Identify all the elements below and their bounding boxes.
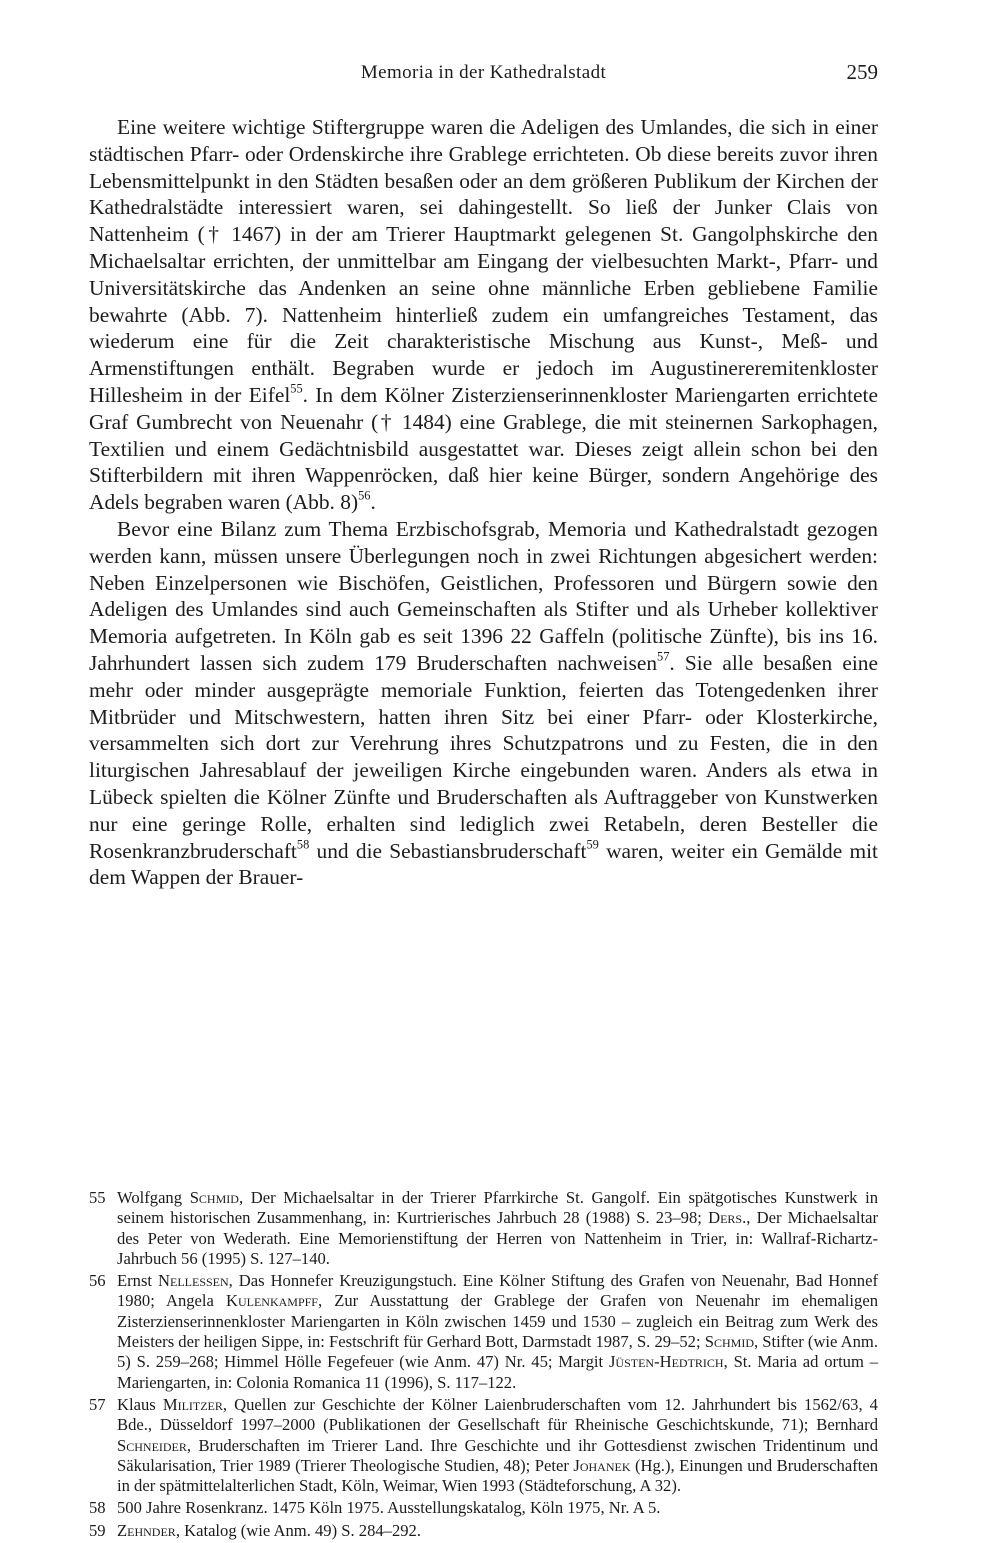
footnote-number: 59 [89,1520,106,1540]
text-run: . Sie alle besaßen eine mehr oder minder ausgeprägte memoriale Funktion, feierten das Totengedenken ihrer Mitbrüder und Mitschwestern, hatten ihren Sitz bei einer Pfarr- oder Klosterkirche, versammelten sich dort zur Verehrung ihres Schutzpatrons und zu Festen, die in den liturgischen Jahresablauf der jeweiligen Kirche eingebunden waren. Anders als etwa in Lübeck spielten die Kölner Zünfte und Bruderschaften als Auftraggeber von Kunstwerken nur eine geringe Rolle, erhalten sind lediglich zwei Retabeln, deren Besteller die Rosenkranzbruderschaft [89,650,879,863]
body-text [89,114,878,891]
footnote-ref[interactable]: 59 [586,837,599,852]
footnotes [89,1188,878,1543]
text-run: (Hg.), Einungen und Bruderschaften in der spätmittelalterlichen Stadt, Köln, Weimar, Wien 1993 (Städteforschung, A 32). [117,1455,878,1496]
running-header [89,62,878,92]
text-run: , Stifter (wie Anm. 5) S. 259–268; Himmel Hölle Fegefeuer (wie Anm. 47) Nr. 45; Margit [117,1332,878,1372]
running-title: Memoria in der Kathedralstadt [360,62,607,83]
text-run: , Katalog (wie Anm. 49) S. 284–292. [175,1520,422,1540]
text-run: und die Sebastiansbruderschaft [309,838,587,863]
text-run: , Quellen zur Geschichte der Kölner Laienbruderschaften vom 12. Jahrhundert bis 1562/63, 4 Bde., Düsseldorf 1997–2000 (Publikationen der Gesellschaft für Rheinische Geschichtskunde, 71); Bernhard [117,1394,878,1435]
footnote-ref[interactable]: 55 [290,381,303,396]
paragraph [89,114,878,516]
footnote-ref[interactable]: 58 [296,837,310,852]
footnote-number: 58 [89,1498,106,1518]
text-run: Bevor eine Bilanz zum Thema Erzbischofsgrab, Memoria und Kathedralstadt gezogen werden kann, müssen unsere Überlegungen noch in zwei Richtungen abgesichert werden: Neben Einzelpersonen wie Bischöfen, Geistlichen, Professoren und Bürgern sowie den Adeligen des Umlandes sind auch Gemeinschaften als Stifter und als Urheber kollektiver Memoria aufgetreten. In Köln gab es seit 1396 22 Gaffeln (politische Zünfte), bis ins 16. Jahrhundert lassen sich zudem 179 Bruderschaften nachweisen [89,516,878,675]
text-run: , St. Maria ad ortum – Mariengarten, in: Colonia Romanica 11 (1996), S. 117–122. [117,1352,878,1392]
footnote [89,1188,878,1269]
paragraph [89,516,878,891]
text-run: waren, weiter ein Gemälde mit dem Wappen der Brauer- [89,838,878,890]
footnote-ref[interactable]: 57 [657,649,670,664]
text-run: , Zur Ausstattung der Grablege der Grafen von Neuenahr im ehemaligen Zisterzienserinnenkloster Mariengarten in Köln zwischen 1459 und 1530 – zugleich ein Beitrag zum Werk des Meisters der heiligen Sippe, in: Festschrift für Gerhard Bott, Darmstadt 1987, S. 29–52; [117,1291,878,1352]
footnote [89,1521,878,1541]
text-run: Ernst [117,1271,159,1291]
page-number: 259 [846,60,878,84]
author-name: Schneider [117,1435,187,1455]
footnote-number: 57 [89,1394,106,1414]
footnote [89,1395,878,1496]
text-run: Wolfgang [117,1188,190,1207]
text-run: 500 Jahre Rosenkranz. 1475 Köln 1975. Ausstellungskatalog, Köln 1975, Nr. A 5. [117,1498,661,1518]
author-name: Militzer [162,1394,223,1414]
text-run: , Der Michaelsaltar in der Trierer Pfarrkirche St. Gangolf. Ein spätgotisches Kunstwerk in seinem historischen Zusammenhang, in: Kurtrierisches Jahrbuch 28 (1988) S. 23–98; [117,1188,878,1228]
author-name: Ders [708,1208,743,1228]
footnote [89,1271,878,1393]
text-run: , Bruderschaften im Trierer Land. Ihre Geschichte und ihr Gottesdienst zwischen Tridentinum und Säkularisation, Trier 1989 (Trierer Theologische Studien, 48); Peter [117,1435,878,1475]
author-name: Schmid [704,1332,754,1352]
footnote-number: 56 [89,1271,106,1291]
footnote-ref[interactable]: 56 [358,488,371,503]
author-name: Jüsten-Hedtrich [608,1352,724,1372]
text-run: . [370,490,376,515]
author-name: Kulenkampff [225,1291,318,1311]
text-run: , Das Honnefer Kreuzigungstuch. Eine Kölner Stiftung des Grafen von Neuenahr, Bad Honnef 1980; Angela [117,1271,878,1311]
text-run: . In dem Kölner Zisterzienserinnenkloster Mariengarten errichtete Graf Gumbrecht von Neuenahr († 1484) eine Grablege, die mit steinernen Sarkophagen, Textilien und einem Gedächtnisbild ausgestattet war. Dieses zeigt allein schon bei den Stifterbildern mit ihren Wappenröcken, daß hier keine Bürger, sondern Angehörige des Adels begraben waren (Abb. 8) [89,382,878,515]
footnote [89,1498,878,1518]
text-run: Eine weitere wichtige Stiftergruppe waren die Adeligen des Umlandes, die sich in einer städtischen Pfarr- oder Ordenskirche ihre Grablege errichteten. Ob diese bereits zuvor ihren Lebensmittelpunkt in den Städten besaßen oder an dem größeren Publikum der Kirchen der Kathedralstädte interessiert waren, sei dahingestellt. So ließ der Junker Clais von Nattenheim († 1467) in der am Trierer Hauptmarkt gelegenen St. Gangolphskirche den Michaelsaltar errichten, der unmittelbar am Eingang der vielbesuchten Markt-, Pfarr- und Universitätskirche das Andenken an seine ohne männliche Erben gebliebene Familie bewahrte (Abb. 7). Nattenheim hinterließ zudem ein umfangreiches Testament, das wiederum eine für die Zeit charakteristische Mischung aus Kunst-, Meß- und Armenstiftungen enthält. Begraben wurde er jedoch im Augustinereremitenkloster Hillesheim in der Eifel [89,115,878,407]
footnote-number: 55 [89,1188,106,1207]
author-name: Schmid [189,1188,239,1207]
author-name: Zehnder [117,1520,176,1540]
text-run: Klaus [117,1394,163,1414]
text-run: ., Der Michaelsaltar des Peter von Wederath. Eine Memorienstiftung der Herren von Nattenheim in Trier, in: Wallraf-Richartz-Jahrbuch 56 (1995) S. 127–140. [117,1208,878,1268]
author-name: Nellessen [158,1271,229,1291]
author-name: Johanek [573,1455,631,1475]
